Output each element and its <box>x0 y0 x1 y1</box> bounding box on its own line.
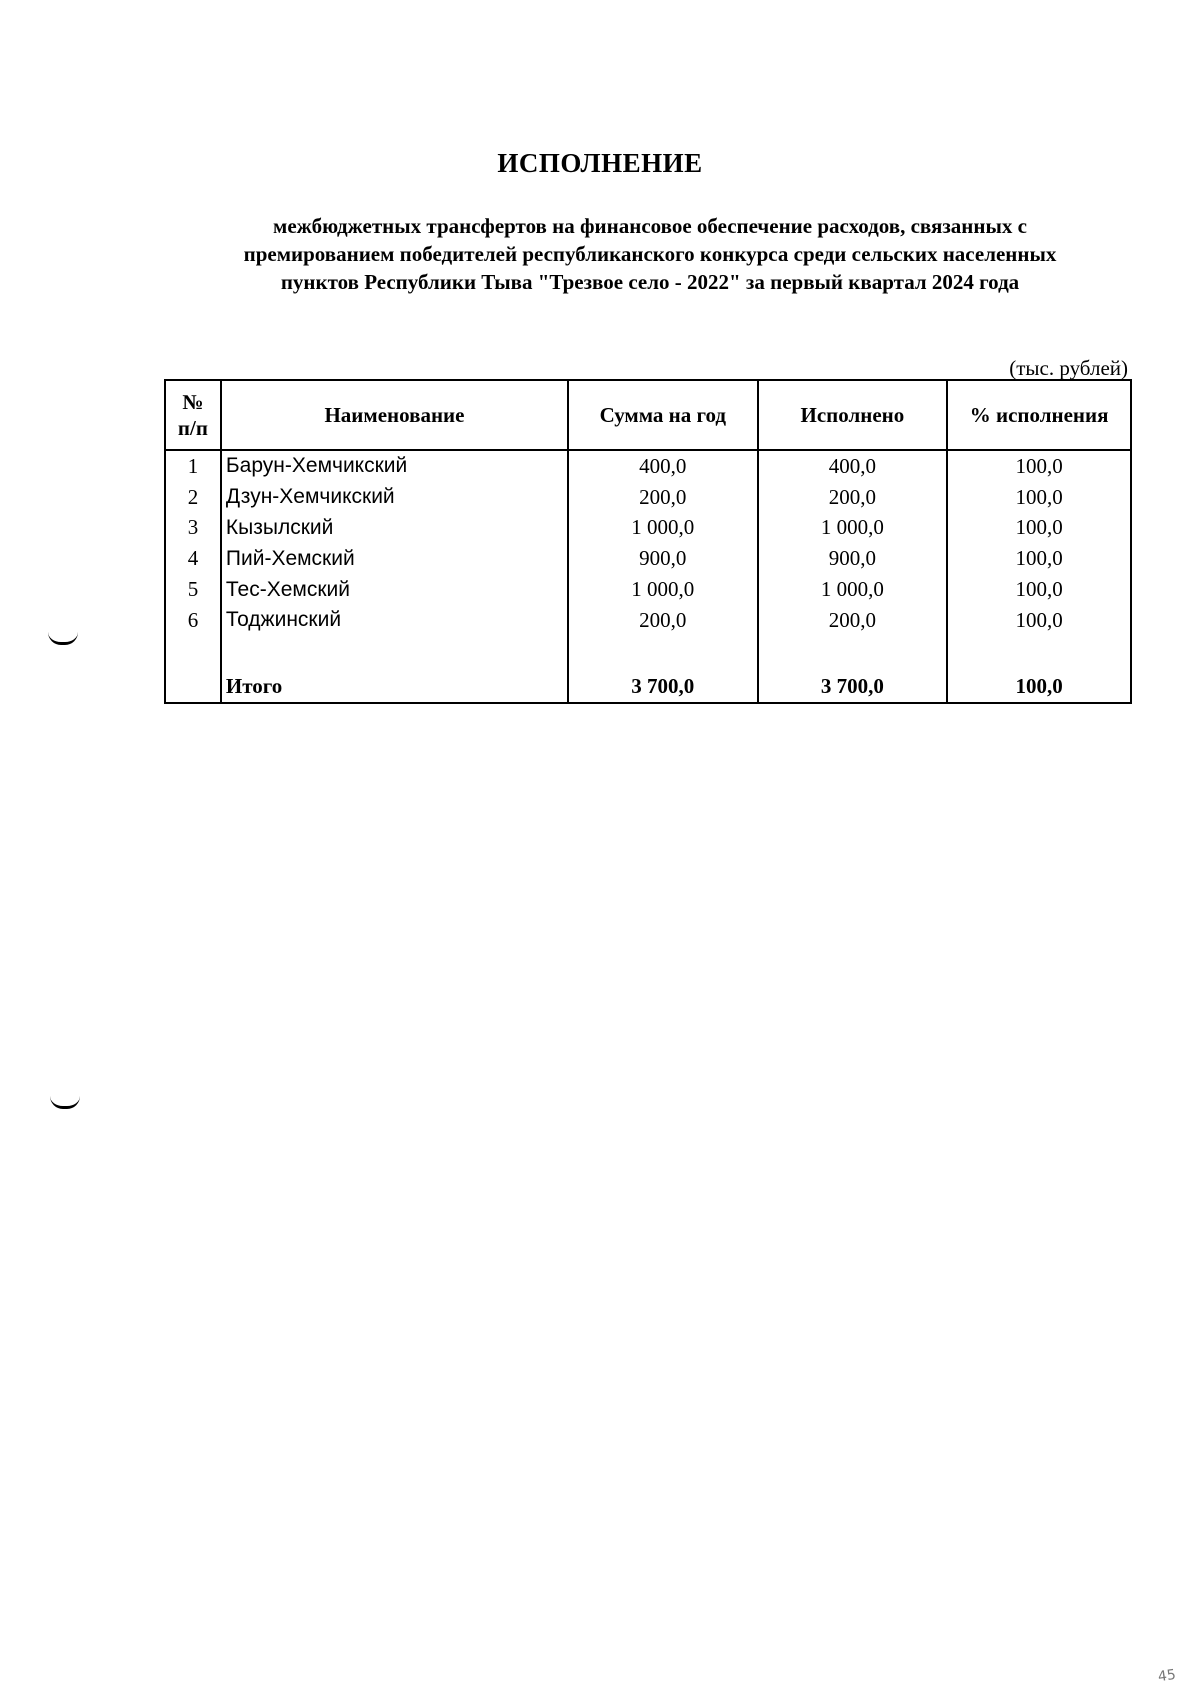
row-executed: 1 000,0 <box>758 574 948 605</box>
row-name: Кызылский <box>221 513 568 544</box>
header-executed: Исполнено <box>758 380 948 450</box>
row-name: Дзун-Хемчикский <box>221 482 568 513</box>
row-percent: 100,0 <box>947 513 1131 544</box>
subtitle-line: премированием победителей республиканского конкурса среди сельских населенных <box>243 242 1057 266</box>
header-number-sign: № <box>182 390 204 414</box>
subtitle-line: пунктов Республики Тыва "Трезвое село - 2022" за первый квартал 2024 года <box>280 270 1020 294</box>
row-percent: 100,0 <box>947 450 1131 482</box>
row-sum: 200,0 <box>568 605 758 636</box>
total-executed: 3 700,0 <box>758 672 948 703</box>
binder-hole-mark <box>50 1096 80 1109</box>
page-number: 45 <box>1156 1666 1177 1686</box>
total-percent: 100,0 <box>947 672 1131 703</box>
row-name: Пий-Хемский <box>221 543 568 574</box>
table-spacer-row <box>165 636 1131 672</box>
total-sum: 3 700,0 <box>568 672 758 703</box>
total-number <box>165 672 221 703</box>
row-percent: 100,0 <box>947 605 1131 636</box>
row-name: Барун-Хемчикский <box>221 450 568 482</box>
total-name: Итого <box>221 672 568 703</box>
row-executed: 900,0 <box>758 543 948 574</box>
row-percent: 100,0 <box>947 482 1131 513</box>
row-executed: 200,0 <box>758 482 948 513</box>
document-subtitle <box>160 212 1140 296</box>
binder-hole-mark <box>48 632 78 645</box>
table-header-row <box>165 380 1131 450</box>
table-row <box>165 513 1131 544</box>
row-sum: 1 000,0 <box>568 513 758 544</box>
row-percent: 100,0 <box>947 574 1131 605</box>
row-number: 3 <box>165 513 221 544</box>
execution-table <box>164 379 1132 704</box>
row-number: 1 <box>165 450 221 482</box>
row-executed: 1 000,0 <box>758 513 948 544</box>
header-percent: % исполнения <box>947 380 1131 450</box>
row-executed: 400,0 <box>758 450 948 482</box>
table-row <box>165 543 1131 574</box>
header-sum: Сумма на год <box>568 380 758 450</box>
table-row <box>165 482 1131 513</box>
row-sum: 200,0 <box>568 482 758 513</box>
table-row <box>165 574 1131 605</box>
units-note: (тыс. рублей) <box>1009 356 1128 380</box>
document-title: ИСПОЛНЕНИЕ <box>497 148 703 178</box>
header-number <box>165 380 221 450</box>
row-sum: 900,0 <box>568 543 758 574</box>
row-number: 4 <box>165 543 221 574</box>
table-total-row <box>165 672 1131 703</box>
row-sum: 1 000,0 <box>568 574 758 605</box>
row-number: 6 <box>165 605 221 636</box>
table-row <box>165 605 1131 636</box>
header-name: Наименование <box>221 380 568 450</box>
row-number: 5 <box>165 574 221 605</box>
subtitle-line: межбюджетных трансфертов на финансовое обеспечение расходов, связанных с <box>273 214 1027 238</box>
row-executed: 200,0 <box>758 605 948 636</box>
row-name: Тес-Хемский <box>221 574 568 605</box>
row-name: Тоджинский <box>221 605 568 636</box>
row-percent: 100,0 <box>947 543 1131 574</box>
header-number-abbr: п/п <box>177 416 208 440</box>
row-sum: 400,0 <box>568 450 758 482</box>
row-number: 2 <box>165 482 221 513</box>
table-row <box>165 450 1131 482</box>
